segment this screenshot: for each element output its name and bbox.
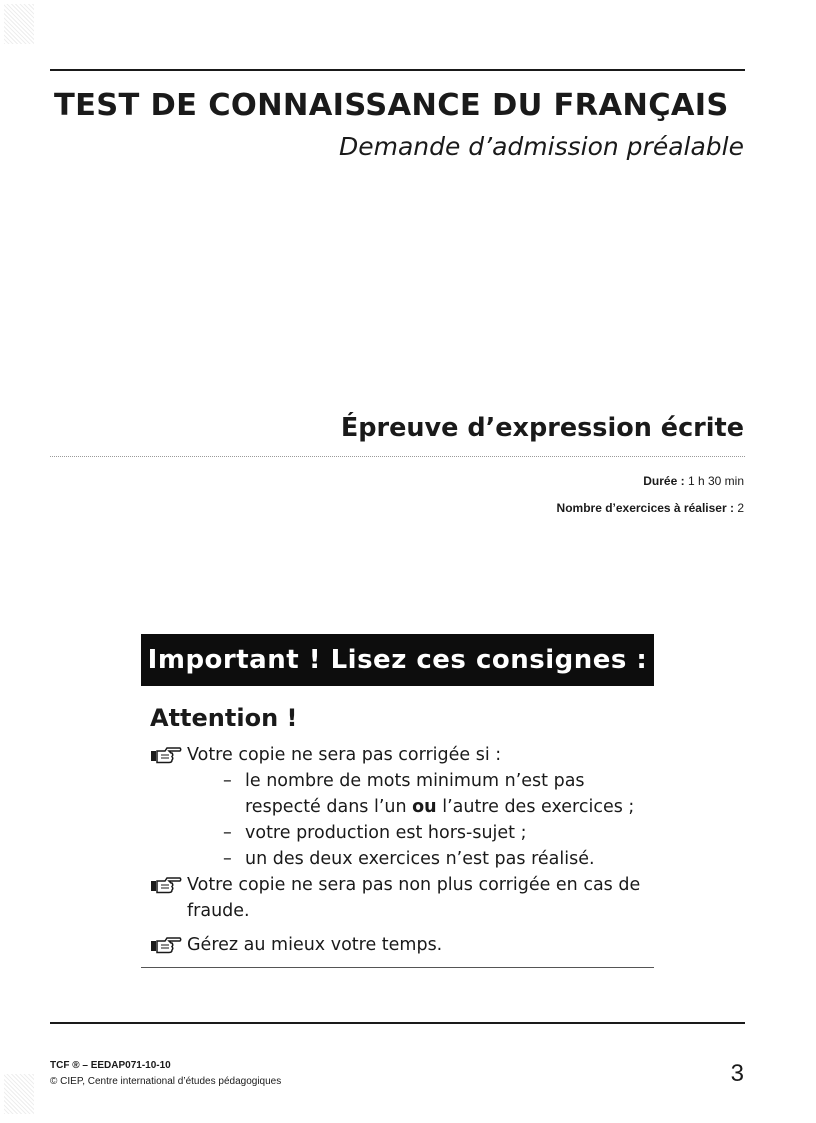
duration-label: Durée : <box>643 474 685 488</box>
duration-value: 1 h 30 min <box>687 474 744 488</box>
attention-heading: Attention ! <box>150 704 298 732</box>
exam-title-rule <box>50 456 745 457</box>
notice-point <box>150 742 660 768</box>
notice-point-text: Votre copie ne sera pas non plus corrigée en cas de fraude. <box>187 875 641 921</box>
pointing-hand-icon <box>150 746 182 764</box>
pointing-hand-icon <box>150 936 182 954</box>
notice-subpoint: – un des deux exercices n’est pas réalisé. <box>150 846 660 872</box>
scan-corner-mark <box>4 4 34 44</box>
header-rule <box>50 69 745 71</box>
dash-bullet: – <box>223 849 232 869</box>
dash-bullet: – <box>223 823 232 843</box>
notice-point <box>150 872 660 924</box>
copyright-line: © CIEP, Centre international d’études pédagogiques <box>50 1076 282 1087</box>
exercise-count-line <box>557 501 744 515</box>
pointing-hand-icon <box>150 876 182 894</box>
document-code: TCF ® – EEDAP071-10-10 <box>50 1060 171 1071</box>
page-number: 3 <box>730 1060 744 1087</box>
notice-point <box>150 932 660 958</box>
subtitle: Demande d’admission préalable <box>338 132 744 161</box>
duration-line <box>643 474 744 488</box>
notice-body <box>150 742 660 958</box>
notice-point-text: Gérez au mieux votre temps. <box>187 935 443 955</box>
exercise-count-value: 2 <box>737 501 744 515</box>
footer-rule <box>50 1022 745 1024</box>
notice-point-text: Votre copie ne sera pas corrigée si : <box>187 745 502 765</box>
notice-subpoint: – le nombre de mots minimum n’est pas respecté dans l’un ou l’autre des exercices ; <box>150 768 660 820</box>
notice-subpoint: – votre production est hors-sujet ; <box>150 820 660 846</box>
exam-title: Épreuve d’expression écrite <box>340 413 744 443</box>
main-title: TEST DE CONNAISSANCE DU FRANÇAIS <box>54 88 729 123</box>
scan-corner-mark <box>4 1074 34 1114</box>
exercise-count-label: Nombre d’exercices à réaliser : <box>556 501 734 515</box>
dash-bullet: – <box>223 771 232 791</box>
emphasis-ou: ou <box>412 797 437 817</box>
notice-header: Important ! Lisez ces consignes : <box>141 634 654 686</box>
notice-bottom-rule <box>141 967 654 968</box>
